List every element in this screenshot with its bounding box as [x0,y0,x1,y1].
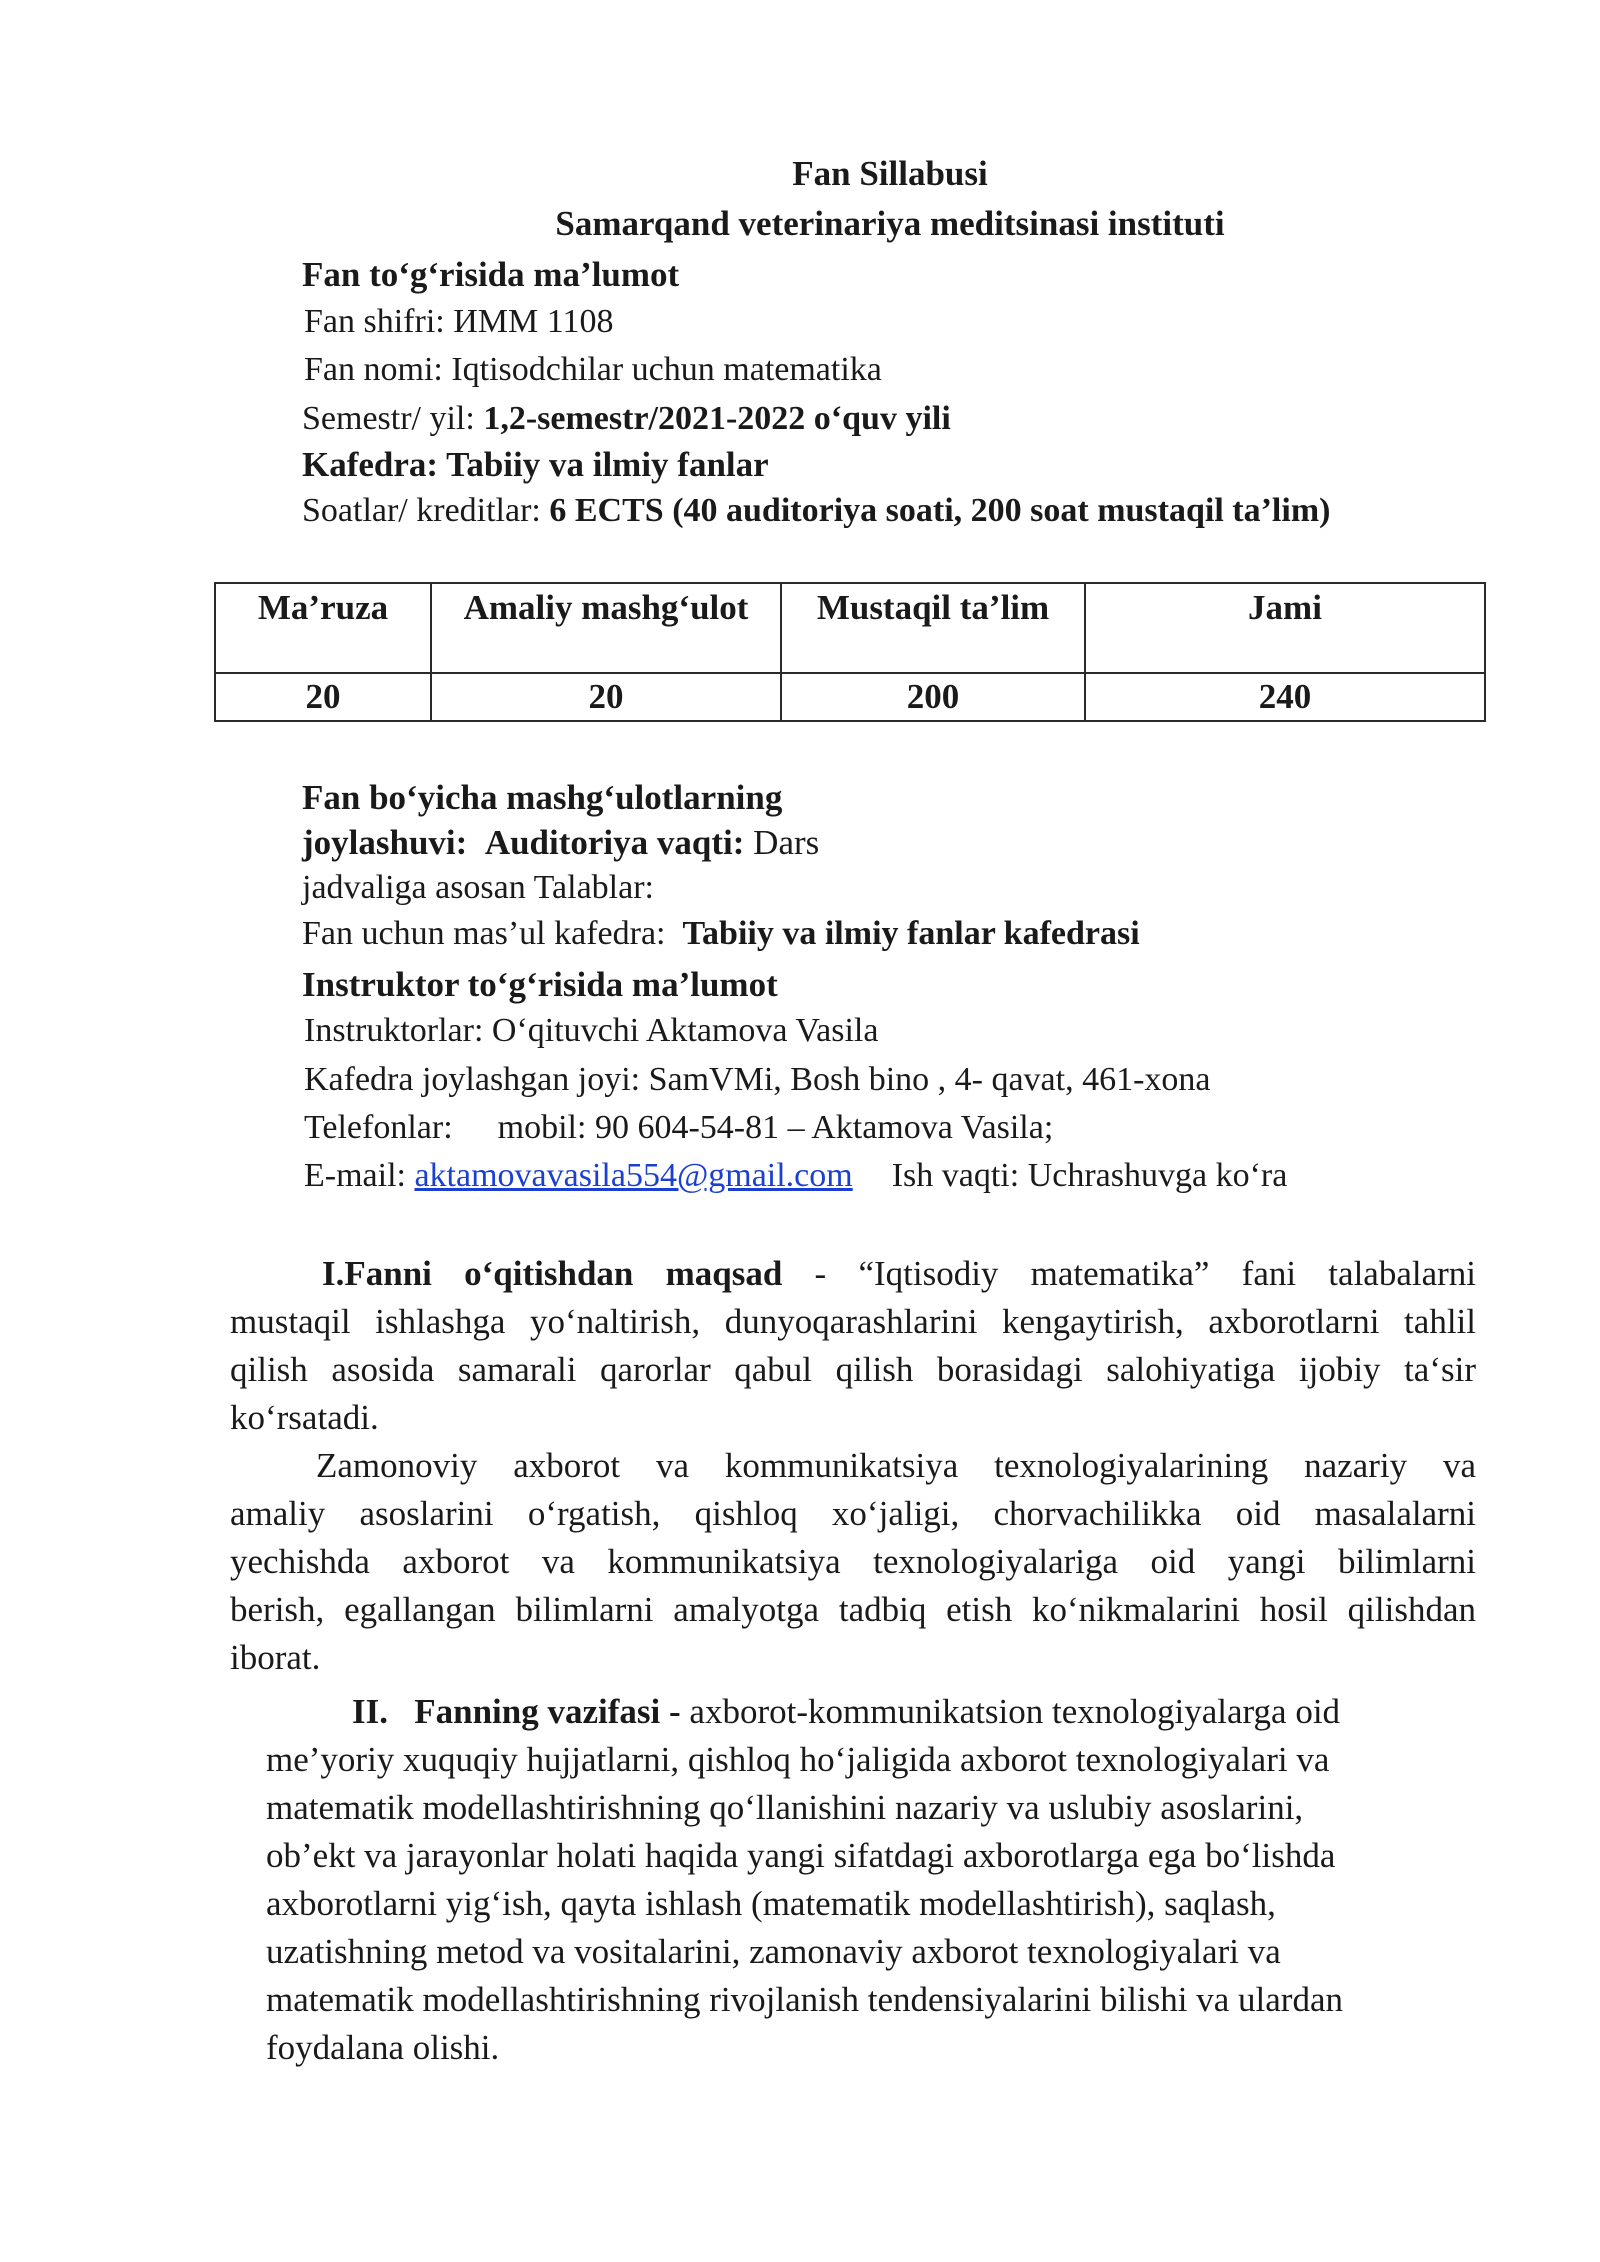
section-2-line-7: matematik modellashtirishning rivojlanish tendensiyalarini bilishi va ulardan [266,1980,1344,2019]
work-hours: Ish vaqti: Uchrashuvga ko‘ra [891,1157,1288,1194]
instructors-line: Instruktorlar: O‘qituvchi Aktamova Vasila [304,1012,879,1049]
schedule-heading: Fan bo‘yicha mashg‘ulotlarning [302,778,783,817]
course-name-label: Fan nomi: [304,351,443,388]
section-2-heading: Fanning vazifasi - [414,1692,681,1731]
schedule-location-line [302,819,819,867]
section-2-line-5: axborotlarni yig‘ish, qayta ishlash (matematik modellashtirish), saqlash, [266,1884,1276,1923]
value-cell-lecture: 20 [215,673,431,721]
instructor-heading: Instruktor to‘g‘risida ma’lumot [302,965,778,1004]
email-label: E-mail: [304,1157,406,1194]
value-cell-practical: 20 [431,673,781,721]
section-1-line-4: ko‘rsatadi. [230,1398,379,1437]
section-1-p2-line-2: amaliy asoslarini o‘rgatish, qishloq xo‘jaligi, chorvachilikka oid masalalarni [230,1494,1476,1533]
hours-credits-label: Soatlar/ kreditlar: [302,492,541,529]
section-1-p2-line-4: berish, egallangan bilimlarni amalyotga tadbiq etish ko‘nikmalarini hosil qilishdan [230,1590,1476,1629]
course-name-line [304,346,882,394]
email-link[interactable]: aktamovavasila554@gmail.com [414,1157,853,1194]
section-2-numeral: II. [352,1692,388,1731]
semester-value: 1,2-semestr/2021-2022 o‘quv yili [483,400,951,437]
value-cell-total: 240 [1085,673,1485,721]
semester-line [302,395,951,443]
hours-table [214,582,1486,722]
section-2-line-6: uzatishning metod va vositalarini, zamonaviy axborot texnologiyalari va [266,1932,1281,1971]
section-2-paragraph [266,1688,1426,2072]
header-cell-independent: Mustaqil ta’lim [781,583,1085,673]
institute-name: Samarqand veterinariya meditsinasi instituti [555,204,1225,243]
course-info-heading: Fan to‘g‘risida ma’lumot [302,255,680,294]
course-name-value: Iqtisodchilar uchun matematika [451,351,882,388]
section-1-line-1 [230,1250,1476,1298]
auditorium-time-label: Auditoriya vaqti: [484,823,745,862]
schedule-location-label: joylashuvi: [302,823,468,862]
responsible-department-value: Tabiiy va ilmiy fanlar kafedrasi [682,915,1140,952]
course-code-value: ИММ 1108 [453,303,614,340]
section-1-dash: - [814,1254,827,1293]
semester-label: Semestr/ yil: [302,400,475,437]
section-1-p2-line-3: yechishda axborot va kommunikatsiya texnologiyalariga oid yangi bilimlarni [230,1542,1476,1581]
phones-label: Telefonlar: [304,1109,453,1146]
section-1-paragraph [230,1250,1476,1682]
email-line [304,1152,1287,1200]
section-2-line-8: foydalana olishi. [266,2028,500,2067]
section-1-p2-line-1: Zamonoviy axborot va kommunikatsiya texnologiyalarining nazariy va [316,1446,1476,1485]
section-2-line-1-text: axborot-kommunikatsion texnologiyalarga oid [689,1692,1341,1731]
course-code-label: Fan shifri: [304,303,445,340]
document-title: Fan Sillabusi [792,154,988,193]
department-location-line: Kafedra joylashgan joyi: SamVMi, Bosh bino , 4- qavat, 461-xona [304,1061,1211,1098]
auditorium-time-value: Dars [753,823,820,862]
section-2-line-3: matematik modellashtirishning qo‘llanishini nazariy va uslubiy asoslarini, [266,1788,1304,1827]
phones-line [304,1104,1053,1152]
header-cell-lecture: Ma’ruza [215,583,431,673]
section-1-heading: I.Fanni o‘qitishdan maqsad [322,1254,783,1293]
section-1-line-2: mustaqil ishlashga yo‘naltirish, dunyoqarashlarini kengaytirish, axborotlarni tahlil [230,1302,1476,1341]
value-cell-independent: 200 [781,673,1085,721]
responsible-department-label: Fan uchun mas’ul kafedra: [302,915,666,952]
section-1-line-1-text: “Iqtisodiy matematika” fani talabalarni [858,1254,1477,1293]
hours-credits-value: 6 ECTS (40 auditoriya soati, 200 soat mustaqil ta’lim) [549,492,1331,529]
hours-credits-line [302,487,1330,535]
hours-table-value-row [215,673,1485,721]
header-cell-total: Jami [1085,583,1485,673]
responsible-department-line [302,910,1140,958]
section-2-line-2: me’yoriy xuquqiy hujjatlarni, qishloq ho‘jaligida axborot texnologiyalari va [266,1740,1330,1779]
phones-value: mobil: 90 604-54-81 – Aktamova Vasila; [497,1109,1054,1146]
section-1-line-3: qilish asosida samarali qarorlar qabul qilish borasidagi salohiyatiga ijobiy ta‘sir [230,1350,1476,1389]
section-2-line-1 [266,1688,1426,1736]
hours-table-header-row [215,583,1485,673]
header-cell-practical: Amaliy mashg‘ulot [431,583,781,673]
section-2-line-4: ob’ekt va jarayonlar holati haqida yangi sifatdagi axborotlarga ega bo‘lishda [266,1836,1336,1875]
schedule-requirements-line: jadvaliga asosan Talablar: [302,869,654,906]
section-1-p2-line-5: iborat. [230,1638,321,1677]
department-line: Kafedra: Tabiiy va ilmiy fanlar [302,445,769,484]
course-code-line [304,298,613,346]
